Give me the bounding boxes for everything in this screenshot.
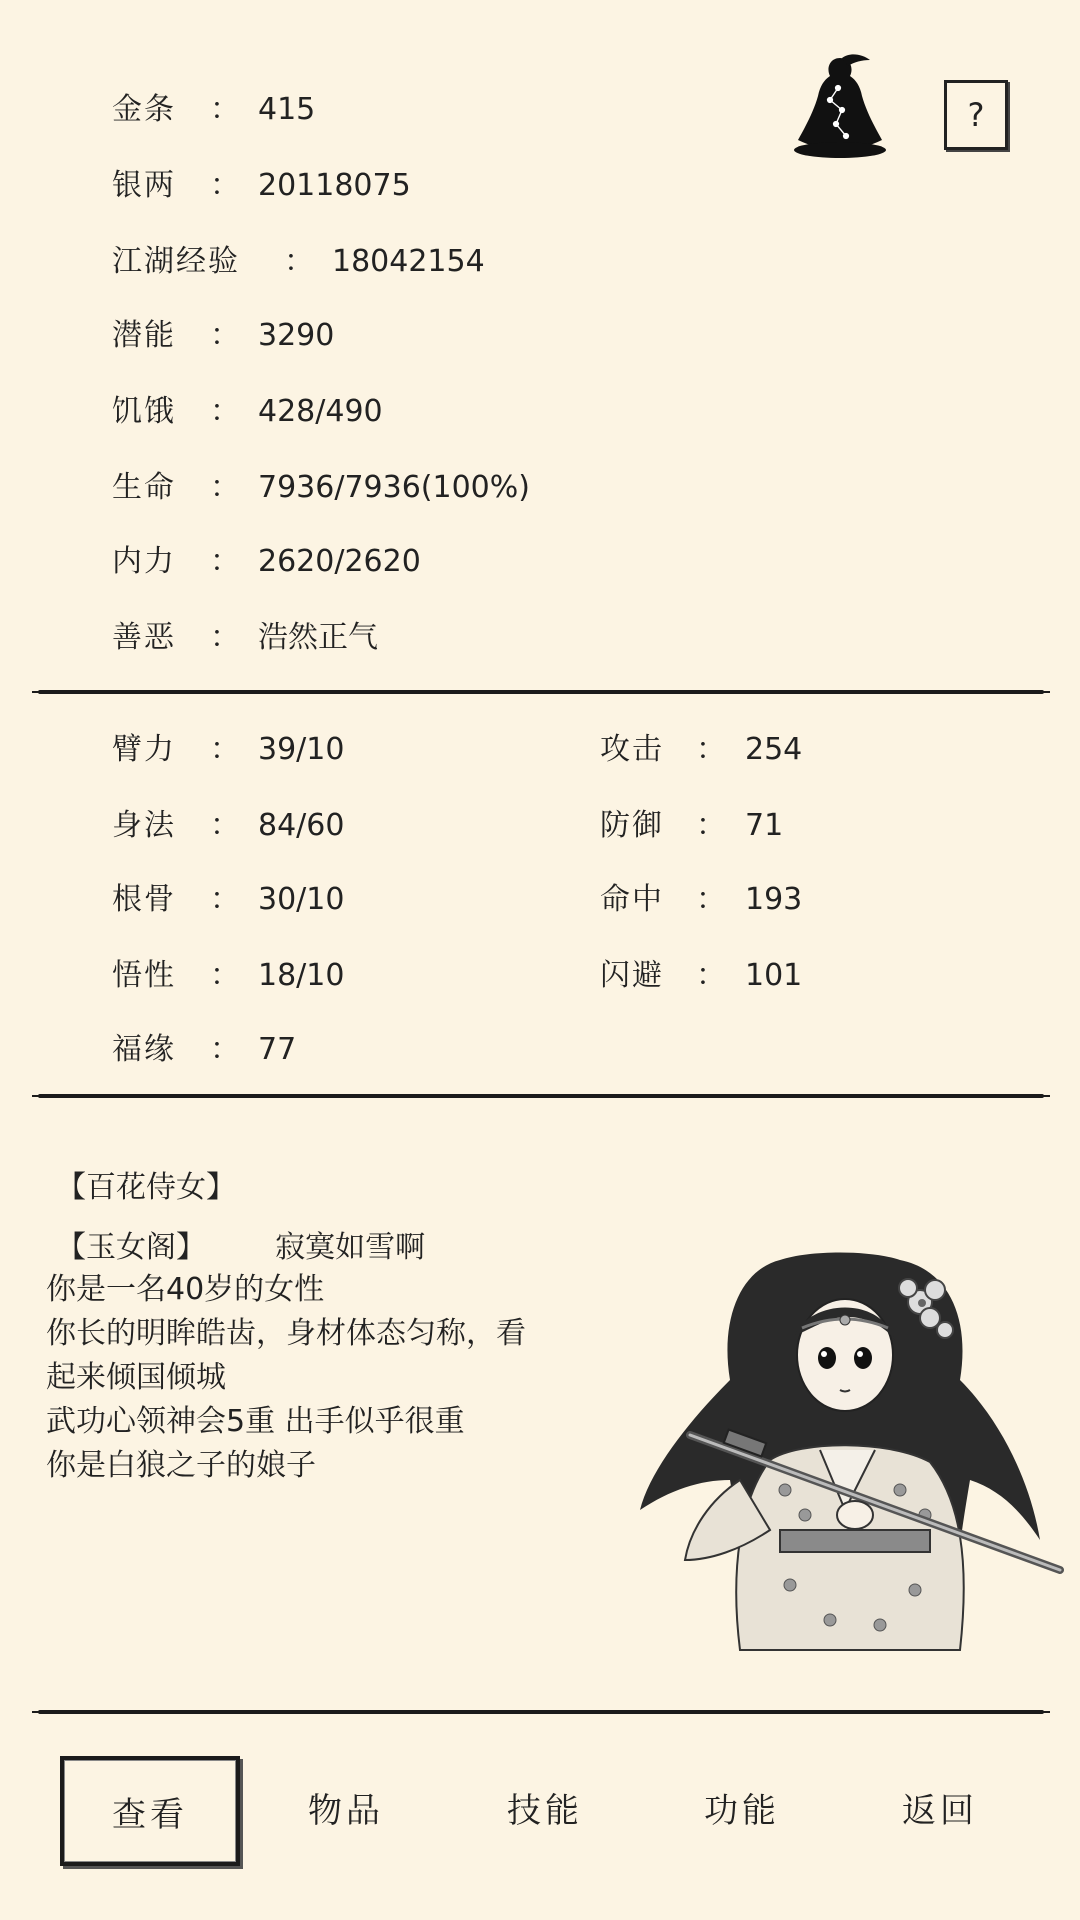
stat-label: 银两 bbox=[112, 168, 176, 203]
stat-colon: ： bbox=[210, 808, 240, 843]
stat-colon: ： bbox=[210, 1032, 240, 1067]
profile-line: 你是白狼之子的娘子 bbox=[46, 1448, 316, 1483]
stat-label: 防御 bbox=[600, 808, 664, 843]
profile-nickname: 寂寞如雪啊 bbox=[275, 1230, 426, 1265]
stat-label: 悟性 bbox=[112, 958, 176, 993]
stat-value: 101 bbox=[745, 958, 803, 993]
stat-label: 身法 bbox=[112, 808, 176, 843]
profile-line: 你长的明眸皓齿，身材体态匀称，看 bbox=[46, 1316, 526, 1351]
stat-value: 浩然正气 bbox=[258, 620, 378, 655]
tab-skills[interactable]: 技能 bbox=[507, 1791, 583, 1831]
stat-label: 攻击 bbox=[600, 732, 664, 767]
stat-label: 江湖经验 bbox=[112, 244, 240, 279]
tab-functions[interactable]: 功能 bbox=[704, 1791, 780, 1831]
stat-label: 闪避 bbox=[600, 958, 664, 993]
stat-colon: ： bbox=[284, 244, 314, 279]
stat-value: 415 bbox=[258, 92, 316, 127]
profile-line: 你是一名40岁的女性 bbox=[46, 1272, 325, 1307]
stat-value: 18/10 bbox=[258, 958, 345, 993]
stat-colon: ： bbox=[210, 318, 240, 353]
stat-label: 善恶 bbox=[112, 620, 176, 655]
stat-value: 7936/7936(100%) bbox=[258, 470, 530, 505]
meditation-icon[interactable] bbox=[790, 50, 890, 160]
section-divider bbox=[38, 1710, 1044, 1714]
profile-sect-line bbox=[56, 1226, 425, 1270]
stat-value: 71 bbox=[745, 808, 784, 843]
section-divider bbox=[38, 690, 1044, 694]
stat-label: 内力 bbox=[112, 544, 176, 579]
stat-value: 18042154 bbox=[332, 244, 485, 279]
stat-label: 金条 bbox=[112, 92, 176, 127]
stat-colon: ： bbox=[696, 808, 726, 843]
stat-colon: ： bbox=[210, 882, 240, 917]
profile-line: 武功心领神会5重 出手似乎很重 bbox=[46, 1404, 465, 1439]
stat-label: 饥饿 bbox=[112, 394, 176, 429]
stat-colon: ： bbox=[210, 732, 240, 767]
stat-colon: ： bbox=[696, 732, 726, 767]
stat-colon: ： bbox=[210, 168, 240, 203]
stat-colon: ： bbox=[210, 620, 240, 655]
profile-title: 【百花侍女】 bbox=[56, 1170, 236, 1205]
stat-value: 428/490 bbox=[258, 394, 383, 429]
stat-label: 生命 bbox=[112, 470, 176, 505]
stat-colon: ： bbox=[210, 470, 240, 505]
stat-value: 2620/2620 bbox=[258, 544, 421, 579]
character-portrait bbox=[630, 1240, 1070, 1660]
stat-label: 潜能 bbox=[112, 318, 176, 353]
section-divider bbox=[38, 1094, 1044, 1098]
stat-value: 84/60 bbox=[258, 808, 345, 843]
stat-value: 30/10 bbox=[258, 882, 345, 917]
stat-colon: ： bbox=[696, 882, 726, 917]
stat-value: 193 bbox=[745, 882, 803, 917]
stat-label: 命中 bbox=[600, 882, 664, 917]
stat-colon: ： bbox=[210, 394, 240, 429]
profile-line: 起来倾国倾城 bbox=[46, 1360, 226, 1395]
stat-label: 福缘 bbox=[112, 1032, 176, 1067]
stat-value: 39/10 bbox=[258, 732, 345, 767]
tab-items[interactable]: 物品 bbox=[308, 1791, 384, 1831]
stat-label: 臂力 bbox=[112, 732, 176, 767]
stat-value: 254 bbox=[745, 732, 803, 767]
help-button[interactable]: ? bbox=[944, 80, 1008, 150]
stat-value: 77 bbox=[258, 1032, 297, 1067]
stat-label: 根骨 bbox=[112, 882, 176, 917]
tab-back[interactable]: 返回 bbox=[902, 1791, 978, 1831]
stat-value: 20118075 bbox=[258, 168, 411, 203]
profile-sect: 【玉女阁】 bbox=[56, 1230, 206, 1265]
stat-colon: ： bbox=[210, 544, 240, 579]
stat-colon: ： bbox=[210, 958, 240, 993]
stat-value: 3290 bbox=[258, 318, 335, 353]
tab-view[interactable]: 查看 bbox=[60, 1756, 240, 1866]
stat-colon: ： bbox=[696, 958, 726, 993]
stat-colon: ： bbox=[210, 92, 240, 127]
